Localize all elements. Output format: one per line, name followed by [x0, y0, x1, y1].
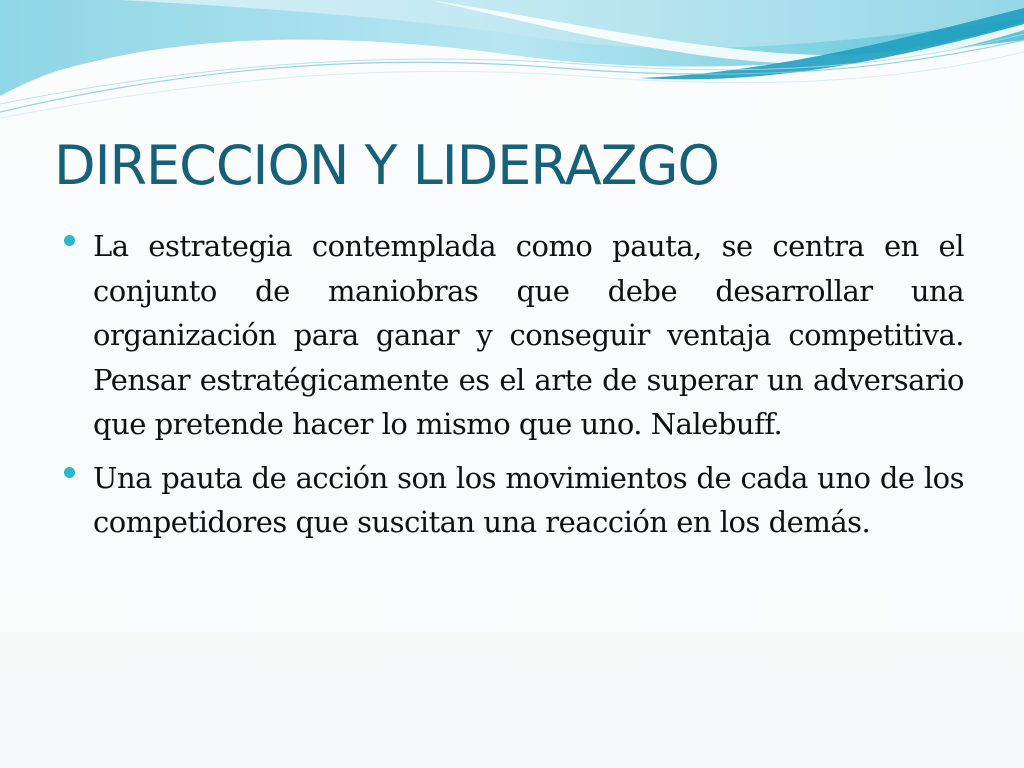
bullet-icon — [64, 467, 75, 478]
bullet-icon — [64, 235, 75, 246]
bullet-list — [64, 224, 964, 554]
bullet-text: La estrategia contemplada como pauta, se centra en el conjunto de maniobras que debe desarrollar una organización para ganar y conseguir ventaja competitiva. Pensar estratégicamente es el arte de superar un adversario que pretende hacer lo mismo que uno. Nalebuff. — [93, 229, 964, 441]
bullet-text: Una pauta de acción son los movimientos de cada uno de los competidores que suscitan una reacción en los demás. — [93, 460, 964, 539]
bullet-item — [64, 456, 964, 545]
bullet-item — [64, 224, 964, 447]
header-wave-decoration — [0, 0, 1024, 130]
slide-title: DIRECCION Y LIDERAZGO — [54, 134, 720, 197]
